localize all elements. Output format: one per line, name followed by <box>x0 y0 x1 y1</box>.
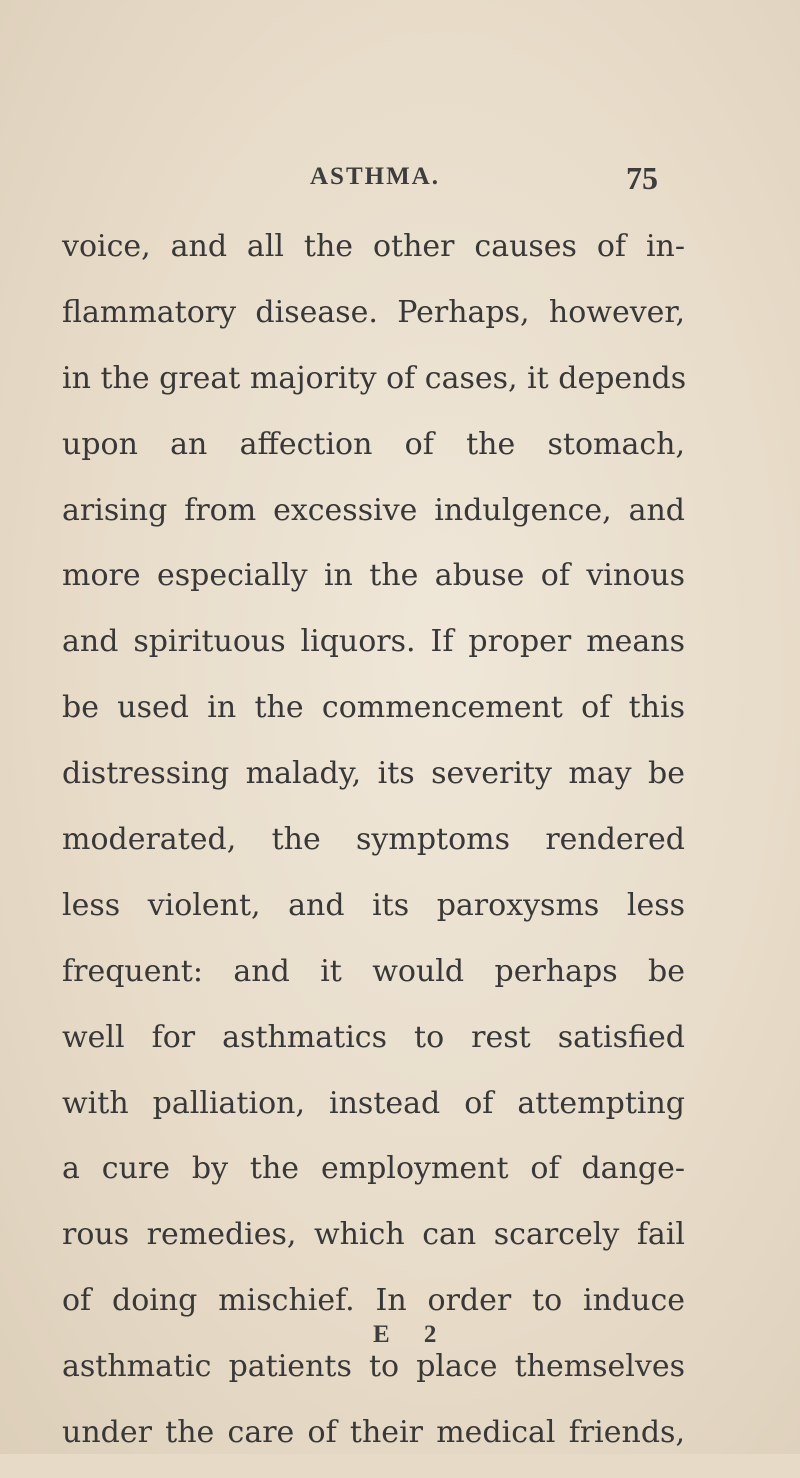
text-line: voice, and all the other causes of in- <box>62 229 685 264</box>
body-text <box>62 226 685 1478</box>
text-line: distressing malady, its severity may be <box>62 756 685 792</box>
text-line: well for asthmatics to rest satisfied <box>62 1019 685 1055</box>
signature-mark: E 2 <box>373 1321 451 1348</box>
text-line: and spirituous liquors. If proper means <box>62 624 685 660</box>
page-number: 75 <box>626 160 658 196</box>
text-line: in the great majority of cases, it depends <box>62 360 687 396</box>
text-line: moderated, the symptoms rendered <box>62 822 685 858</box>
text-line: less violent, and its paroxysms less <box>62 887 685 923</box>
text-line: more especially in the abuse of vinous <box>62 558 685 594</box>
text-line: arising from excessive indulgence, and <box>62 492 685 528</box>
text-line: under the care of their medical friends, <box>62 1415 685 1451</box>
text-line: asthmatic patients to place themselves <box>62 1349 685 1385</box>
text-line: be used in the commencement of this <box>62 690 685 726</box>
text-line: upon an affection of the stomach, <box>62 426 685 462</box>
text-line: rous remedies, which can scarcely fail <box>62 1217 685 1253</box>
text-line: flammatory disease. Perhaps, however, <box>62 294 685 330</box>
text-line: frequent: and it would perhaps be <box>62 953 685 989</box>
page-header <box>0 160 800 203</box>
text-line: a cure by the employment of dange- <box>62 1151 685 1187</box>
text-line: with palliation, instead of attempting <box>62 1085 685 1121</box>
running-title: ASTHMA. <box>310 163 440 190</box>
text-line: of doing mischief. In order to induce <box>62 1283 685 1319</box>
